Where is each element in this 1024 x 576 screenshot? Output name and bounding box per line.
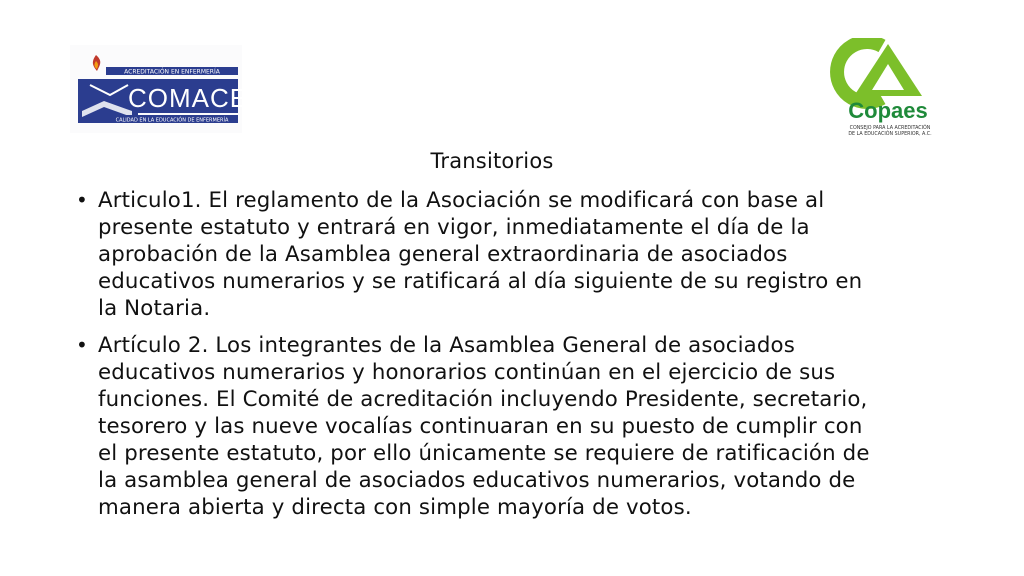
bullet-icon: •: [76, 188, 88, 212]
article-line: el presente estatuto, por ello únicamente se requiere de ratificación de: [98, 441, 870, 466]
bullet-icon: •: [76, 333, 88, 357]
article-1: [76, 187, 906, 322]
copaes-subtitle-2: DE LA EDUCACIÓN SUPERIOR, A.C.: [848, 132, 932, 137]
copaes-logo: [830, 38, 948, 140]
copaes-name: Copaes: [848, 98, 928, 123]
article-line: presente estatuto y entrará en vigor, inmediatamente el día de la: [98, 215, 810, 240]
article-line: aprobación de la Asamblea general extraordinaria de asociados: [98, 242, 788, 267]
comace-logo-graphic: [70, 45, 242, 133]
comace-top-text: ACREDITACIÓN EN ENFERMERÍA: [124, 68, 220, 76]
article-line: tesorero y las nueve vocalías continuaran en su puesto de cumplir con: [98, 414, 863, 439]
copaes-logo-graphic: [830, 38, 948, 140]
article-line: la asamblea general de asociados educativos numerarios, votando de: [98, 468, 856, 493]
article-line: funciones. El Comité de acreditación incluyendo Presidente, secretario,: [98, 387, 868, 412]
article-line: manera abierta y directa con simple mayoría de votos.: [98, 495, 692, 520]
article-line: Artículo 2. Los integrantes de la Asamblea General de asociados: [98, 333, 795, 358]
article-line: educativos numerarios y se ratificará al día siguiente de su registro en: [98, 269, 863, 294]
section-title: Transitorios: [430, 149, 554, 173]
comace-logo: [70, 45, 242, 133]
articles-list: [76, 187, 906, 521]
comace-bottom-text: CALIDAD EN LA EDUCACIÓN DE ENFERMERÍA: [115, 117, 229, 124]
article-line: la Notaria.: [98, 296, 211, 321]
article-2: [76, 332, 906, 521]
article-line: Articulo1. El reglamento de la Asociación se modificará con base al: [98, 188, 825, 213]
article-line: educativos numerarios y honorarios continúan en el ejercicio de sus: [98, 360, 836, 385]
comace-name: COMACE: [127, 83, 242, 113]
copaes-subtitle-1: CONSEJO PARA LA ACREDITACIÓN: [849, 126, 931, 131]
